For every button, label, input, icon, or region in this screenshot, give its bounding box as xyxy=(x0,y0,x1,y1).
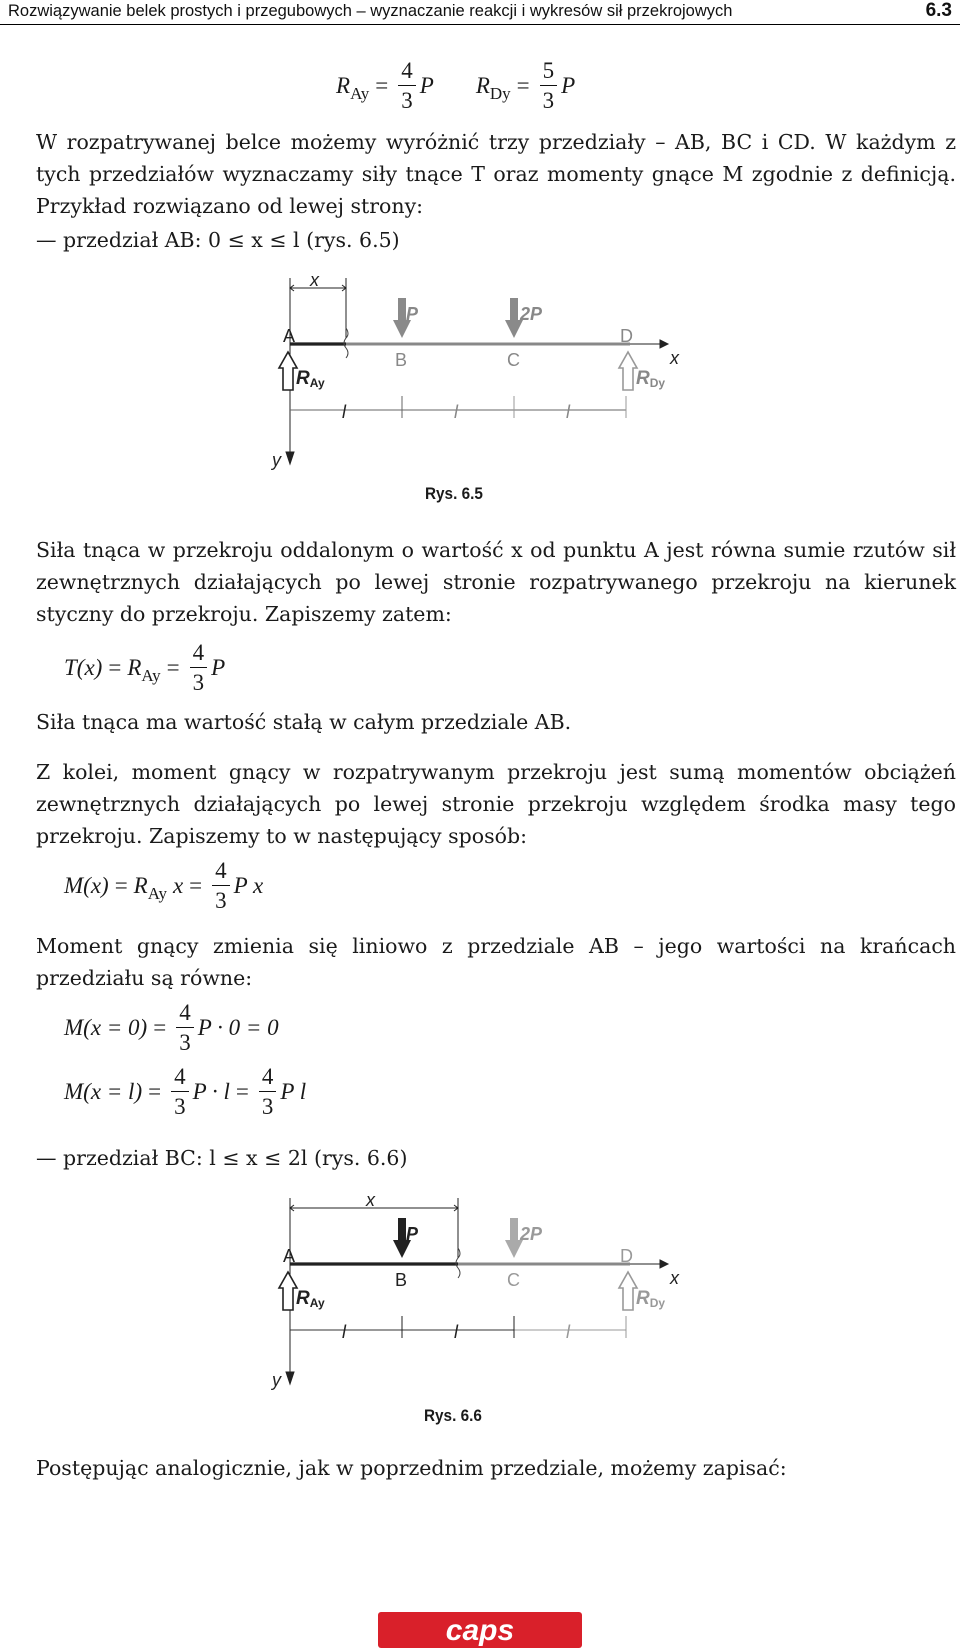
eq-symbol: M(x) xyxy=(64,873,109,898)
length-label-l2: l xyxy=(454,1322,458,1342)
point-label-d: D xyxy=(620,1246,633,1266)
eq-symbol: R xyxy=(475,73,490,98)
point-label-c: C xyxy=(507,1270,520,1290)
equation-shear: T(x) = R Ay = $\frac{4}{3}$ P xyxy=(64,640,226,695)
length-label-l3: l xyxy=(566,1322,570,1342)
eq-subscript: Ay xyxy=(350,84,370,103)
axis-label-x: x xyxy=(670,348,679,368)
beam-diagram-6-5 xyxy=(0,268,960,508)
fraction: $\frac{4}{3}$ xyxy=(176,1000,194,1056)
eq-symbol: P · l xyxy=(192,1079,230,1104)
paragraph-linear: Moment gnący zmienia się liniowo z przedziale AB – jego wartości na krańcach przedziału są równe: xyxy=(36,934,956,990)
force-label-p: P xyxy=(406,304,419,324)
eq-symbol: P xyxy=(419,73,434,98)
reaction-label-ray: RAy xyxy=(296,1288,325,1310)
fraction: $\frac{4}{3}$ xyxy=(259,1064,277,1120)
force-label-p: P xyxy=(406,1224,419,1244)
eq-symbol: M(x = l) xyxy=(64,1079,143,1104)
eq-subscript: Ay xyxy=(147,884,167,903)
paragraph-intro: W rozpatrywanej belce możemy wyróżnić trzy przedziały – AB, BC i CD. W każdym z tych przedziałów wyznaczamy siły tnące T oraz momenty gnące M zgodnie z definicją. Przykład rozwiązano od lewej strony: xyxy=(36,130,956,218)
header-title: Rozwiązywanie belek prostych i przegubowych – wyznaczanie reakcji i wykresów sił przekrojowych xyxy=(8,2,733,20)
point-label-b: B xyxy=(395,350,408,370)
eq-symbol: P xyxy=(211,655,226,680)
equation-moment-l: M(x = l) = $\frac{4}{3}$ P · l = $\frac{4}{3}$ P l xyxy=(64,1064,307,1119)
force-label-2p: 2P xyxy=(520,304,543,324)
length-label-l1: l xyxy=(342,402,346,422)
reaction-label-ray: RAy xyxy=(296,368,325,390)
eq-symbol: P xyxy=(561,73,576,98)
fraction: $\frac{5}{3}$ xyxy=(540,58,558,114)
caps-logo xyxy=(378,1612,582,1648)
eq-subscript: Ay xyxy=(141,666,161,685)
paragraph-shear: Siła tnąca w przekroju oddalonym o wartość x od punktu A jest równa sumie rzutów sił zewnętrznych działających po lewej stronie rozpatrywanego przekroju na kierunek styczny do przekroju. Zapiszemy zatem: xyxy=(36,538,956,626)
point-label-d: D xyxy=(620,326,633,346)
eq-symbol: P · 0 = 0 xyxy=(197,1015,279,1040)
reaction-arrow-a xyxy=(279,352,297,390)
reaction-arrow-a xyxy=(279,1272,297,1310)
eq-symbol: R xyxy=(133,873,148,898)
fraction: $\frac{4}{3}$ xyxy=(212,858,230,914)
interval-bc-heading: — przedział BC: l ≤ x ≤ 2l (rys. 6.6) xyxy=(36,1146,408,1170)
paragraph-final: Postępując analogicznie, jak w poprzednim przedziale, możemy zapisać: xyxy=(36,1456,787,1480)
eq-subscript: Dy xyxy=(489,84,511,103)
beam-diagram-6-6 xyxy=(0,1188,960,1408)
page-header xyxy=(0,0,960,25)
eq-symbol: x xyxy=(172,873,184,898)
equation-moment-zero: M(x = 0) = $\frac{4}{3}$ P · 0 = 0 xyxy=(64,1000,279,1055)
eq-symbol: P l xyxy=(280,1079,307,1104)
paragraph-const: Siła tnąca ma wartość stałą w całym przedziale AB. xyxy=(36,710,572,734)
eq-symbol: R xyxy=(127,655,142,680)
length-label-l1: l xyxy=(342,1322,346,1342)
fraction: $\frac{4}{3}$ xyxy=(171,1064,189,1120)
fraction: $\frac{4}{3}$ xyxy=(190,640,208,696)
reaction-label-rdy: RDy xyxy=(636,368,666,390)
dimension-label-x: x xyxy=(366,1190,375,1210)
eq-symbol: M(x = 0) xyxy=(64,1015,148,1040)
reaction-label-rdy: RDy xyxy=(636,1288,666,1310)
force-label-2p: 2P xyxy=(520,1224,543,1244)
fraction: $\frac{4}{3}$ xyxy=(398,58,416,114)
point-label-b: B xyxy=(395,1270,408,1290)
axis-label-y: y xyxy=(272,1370,281,1390)
length-label-l3: l xyxy=(566,402,570,422)
figure-caption-6-6: Rys. 6.6 xyxy=(424,1406,482,1425)
axis-label-y: y xyxy=(272,450,281,470)
section-number: 6.3 xyxy=(925,0,952,21)
logo-text: caps xyxy=(445,1614,515,1647)
eq-symbol: P x xyxy=(233,873,264,898)
figure-caption-6-5: Rys. 6.5 xyxy=(425,484,483,503)
reaction-arrow-d xyxy=(619,1272,637,1310)
point-label-c: C xyxy=(507,350,520,370)
reaction-arrow-d xyxy=(619,352,637,390)
interval-ab-heading: — przedział AB: 0 ≤ x ≤ l (rys. 6.5) xyxy=(36,228,400,252)
dimension-label-x: x xyxy=(310,270,319,290)
eq-symbol: R xyxy=(336,73,351,98)
point-label-a: A xyxy=(283,326,296,346)
length-label-l2: l xyxy=(454,402,458,422)
reactions-equation: R Ay = $\frac{4}{3}$ P R Dy = $\frac{5}{3}$ P xyxy=(336,58,576,113)
eq-symbol: T(x) xyxy=(64,655,103,680)
equation-moment: M(x) = R Ay x = $\frac{4}{3}$ P x xyxy=(64,858,264,913)
point-label-a: A xyxy=(283,1246,296,1266)
paragraph-moment: Z kolei, moment gnący w rozpatrywanym przekroju jest sumą momentów obciążeń zewnętrznych działających po lewej stronie przekroju względem środka masy tego przekroju. Zapiszemy to w następujący sposób: xyxy=(36,760,956,848)
axis-label-x: x xyxy=(670,1268,679,1288)
